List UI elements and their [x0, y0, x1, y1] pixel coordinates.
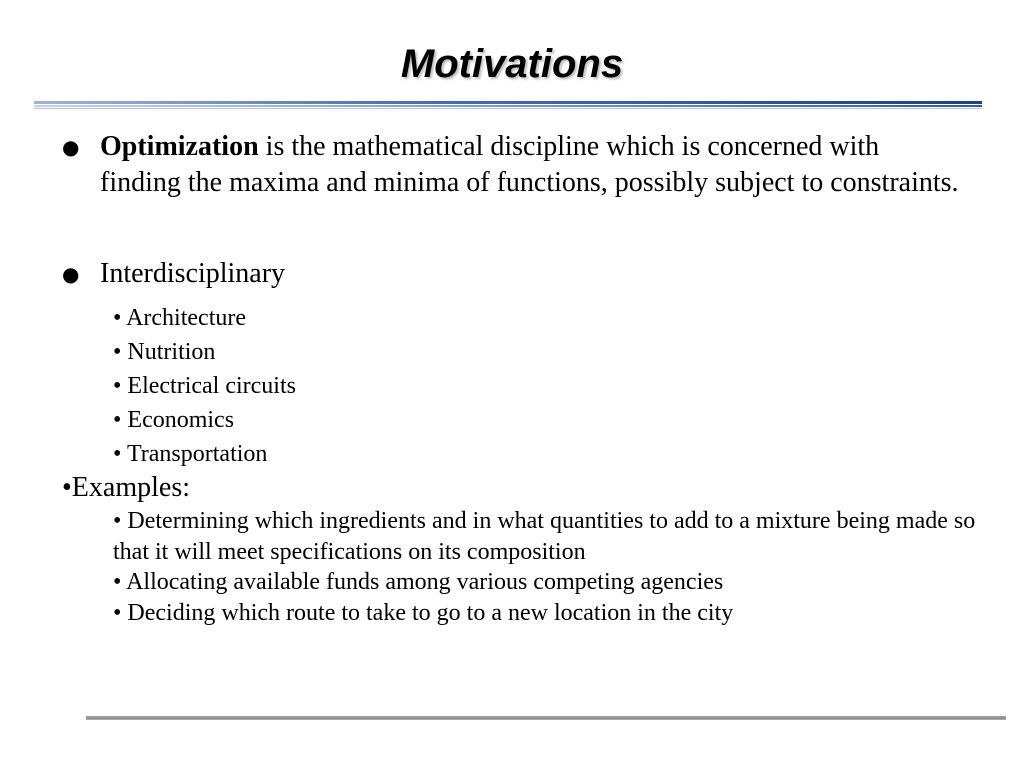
bullet-interdisciplinary-text: Interdisciplinary — [100, 258, 286, 289]
bullet-dot-icon: ● — [62, 262, 80, 286]
sub-item-transportation: • Transportation — [113, 441, 268, 467]
sub-item-architecture: • Architecture — [113, 305, 247, 331]
sub-item-economics: • Economics — [113, 407, 235, 433]
example-item-route: • Deciding which route to take to go to a new location in the city — [113, 599, 734, 626]
title-rule-line-3 — [34, 108, 982, 109]
title-rule-line-1 — [34, 101, 982, 104]
bullet-optimization-term: Optimization — [100, 131, 259, 162]
example-item-funds: • Allocating available funds among various competing agencies — [113, 569, 724, 595]
examples-heading: •Examples: — [62, 472, 190, 503]
example-item-mixture: • Determining which ingredients and in what quantities to add to a mixture being made so that it will meet specifications on its composition — [113, 508, 976, 565]
sub-item-nutrition: • Nutrition — [113, 339, 216, 365]
slide-title: Motivations — [400, 42, 624, 86]
interdisciplinary-sub-list — [113, 301, 973, 471]
sub-item-electrical-circuits: • Electrical circuits — [113, 373, 296, 399]
bullet-optimization-text — [100, 129, 960, 201]
title-rule-line-2 — [34, 105, 982, 107]
bullet-dot-icon: ● — [62, 135, 80, 159]
bullet-optimization-definition: is the mathematical discipline which is concerned with finding the maxima and minima of functions, possibly subject to constraints. — [100, 131, 959, 198]
title-underline-rule — [34, 101, 982, 110]
examples-list — [113, 506, 993, 628]
footer-rule — [86, 716, 1006, 720]
